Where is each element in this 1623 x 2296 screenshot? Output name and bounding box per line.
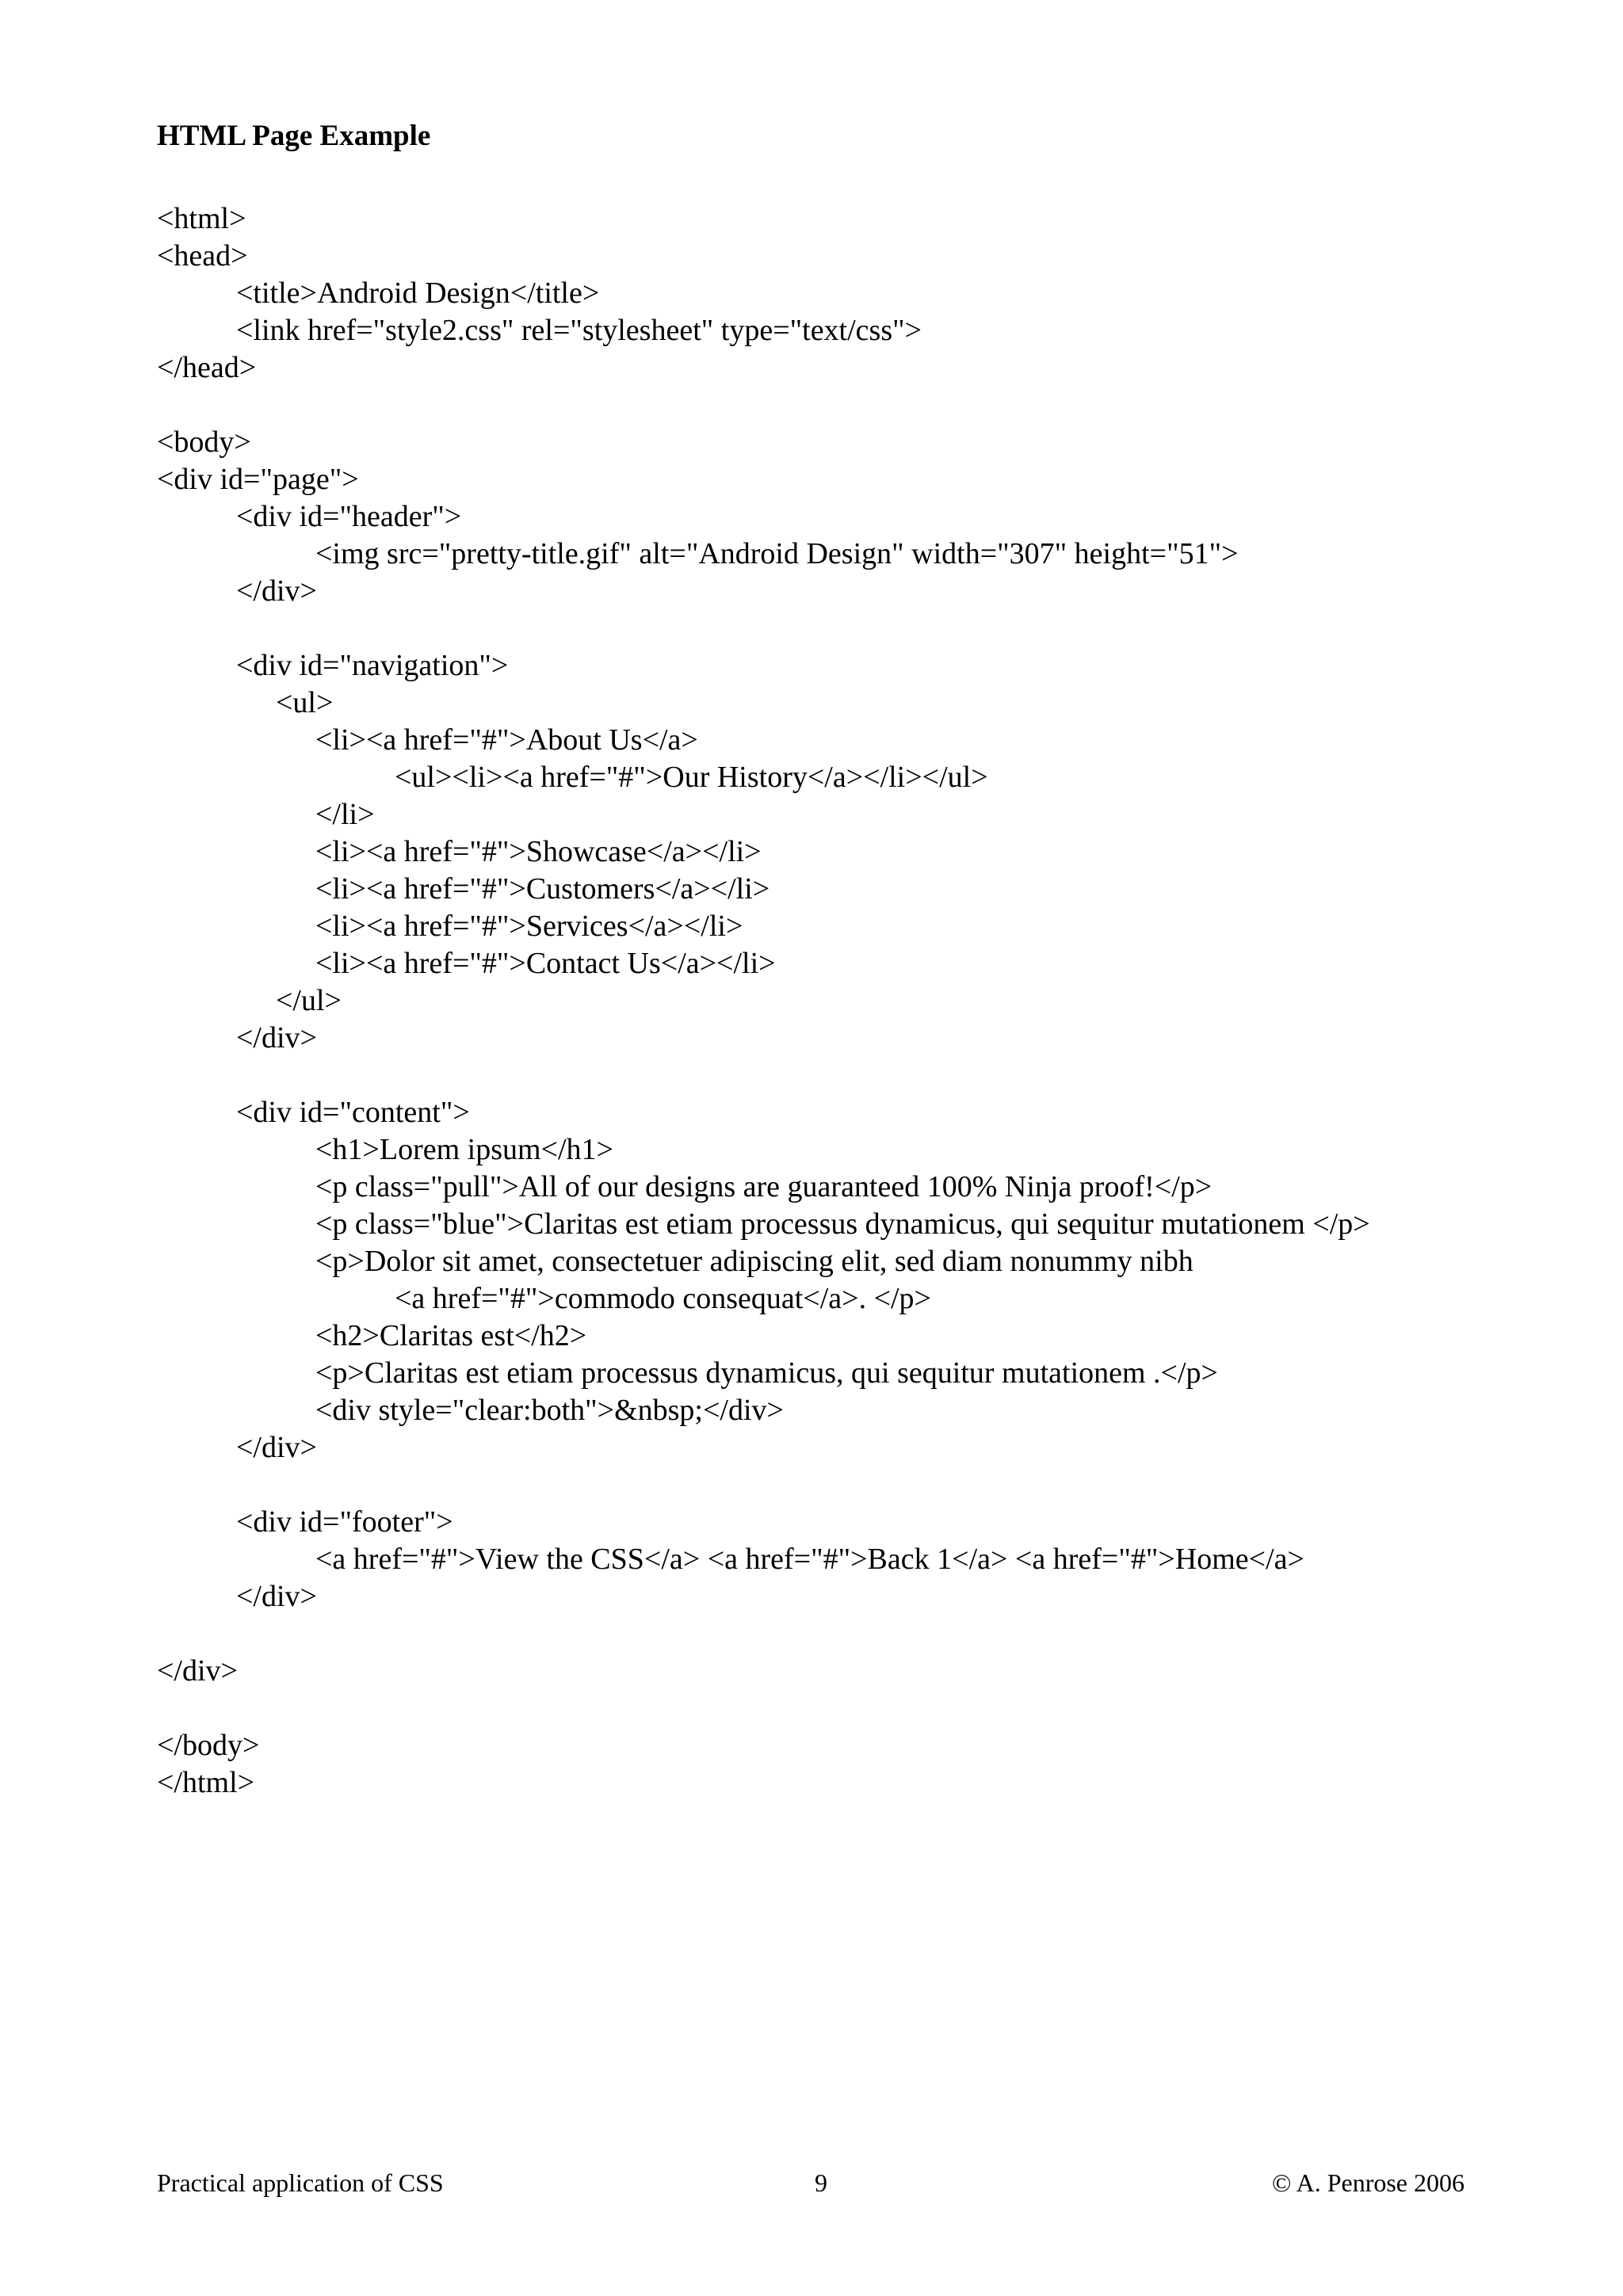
code-line: <div id="header">: [236, 500, 462, 533]
code-line: <a href="#">View the CSS</a> <a href="#">Back 1</a> <a href="#">Home</a>: [315, 1543, 1304, 1576]
code-line: <h1>Lorem ipsum</h1>: [315, 1133, 613, 1166]
code-line: </div>: [236, 1580, 317, 1613]
code-line: [157, 1466, 1520, 1504]
code-line: <li><a href="#">Customers</a></li>: [315, 872, 770, 906]
code-line: <p class="pull">All of our designs are guaranteed 100% Ninja proof!</p>: [315, 1170, 1212, 1203]
code-line: </head>: [157, 351, 257, 384]
code-listing: [157, 200, 1520, 1802]
code-line: <p>Claritas est etiam processus dynamicus, qui sequitur mutationem .</p>: [315, 1356, 1218, 1390]
code-line: </html>: [157, 1766, 255, 1799]
page-footer: [157, 2167, 1465, 2199]
code-line: <p>Dolor sit amet, consectetuer adipiscing elit, sed diam nonummy nibh: [315, 1245, 1193, 1278]
code-line: <li><a href="#">Showcase</a></li>: [315, 835, 762, 868]
code-line: <div id="navigation">: [236, 649, 509, 682]
code-line: <a href="#">commodo consequat</a>. </p>: [395, 1282, 931, 1315]
code-line: <img src="pretty-title.gif" alt="Android Design" width="307" height="51">: [315, 537, 1239, 570]
code-line: <link href="style2.css" rel="stylesheet" type="text/css">: [236, 314, 922, 347]
code-line: <h2>Claritas est</h2>: [315, 1319, 587, 1352]
code-line: </body>: [157, 1729, 260, 1762]
code-line: </div>: [157, 1654, 238, 1688]
code-line: <li><a href="#">Services</a></li>: [315, 910, 743, 943]
code-line: <ul><li><a href="#">Our History</a></li></ul>: [395, 761, 988, 794]
code-line: <body>: [157, 425, 251, 459]
code-line: <title>Android Design</title>: [236, 277, 600, 310]
footer-document-title: Practical application of CSS: [157, 2168, 444, 2197]
code-line: <div id="footer">: [236, 1505, 453, 1539]
code-line: <div id="page">: [157, 463, 359, 496]
code-line: </li>: [315, 798, 375, 831]
code-line: </div>: [236, 574, 317, 608]
code-line: [157, 1690, 1520, 1727]
code-line: </ul>: [276, 984, 342, 1017]
page-heading: HTML Page Example: [157, 120, 431, 152]
code-line: <p class="blue">Claritas est etiam processus dynamicus, qui sequitur mutationem </p>: [315, 1207, 1370, 1241]
code-line: <li><a href="#">Contact Us</a></li>: [315, 947, 776, 980]
code-line: [157, 1057, 1520, 1094]
footer-page-number: 9: [815, 2168, 827, 2197]
code-line: [157, 387, 1520, 424]
code-line: <div id="content">: [236, 1096, 470, 1129]
footer-copyright: © A. Penrose 2006: [1272, 2168, 1465, 2197]
code-line: <head>: [157, 239, 248, 273]
code-line: [157, 610, 1520, 647]
code-line: <html>: [157, 202, 246, 235]
code-line: <div style="clear:both">&nbsp;</div>: [315, 1394, 784, 1427]
code-line: <li><a href="#">About Us</a>: [315, 723, 698, 757]
code-line: [157, 1615, 1520, 1653]
code-line: </div>: [236, 1431, 317, 1464]
code-line: <ul>: [276, 686, 334, 719]
code-line: </div>: [236, 1021, 317, 1055]
